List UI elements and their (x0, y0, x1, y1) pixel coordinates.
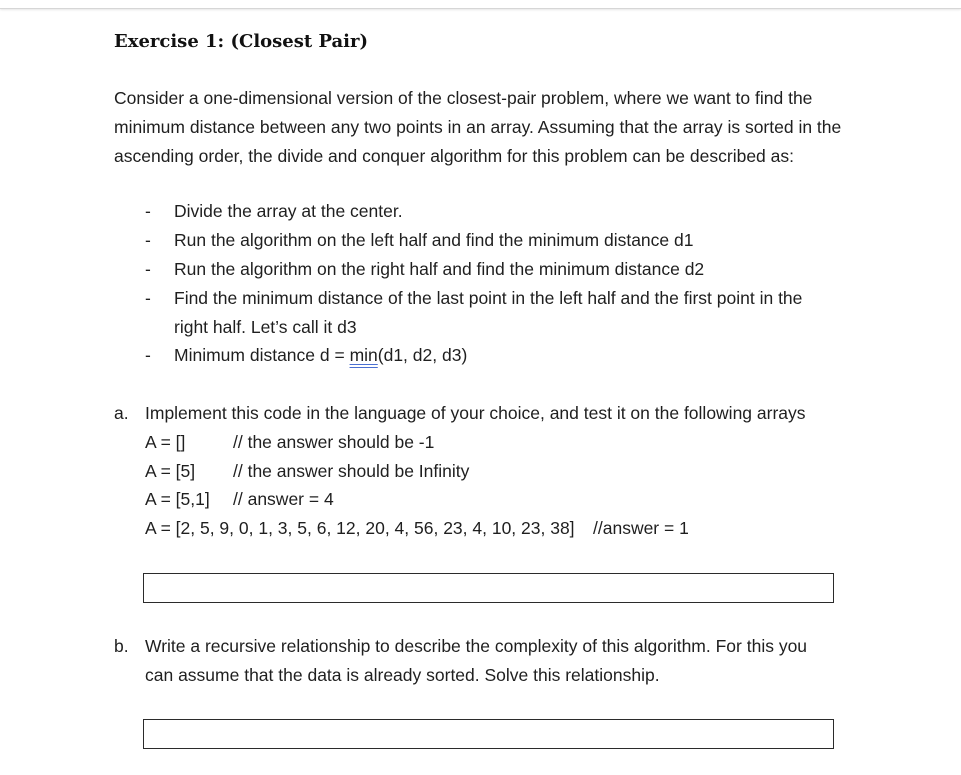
dash-marker: - (145, 201, 151, 221)
min-function: min (349, 345, 378, 365)
page-top-edge (0, 0, 961, 9)
step-item-continuation: right half. Let’s call it d3 (174, 317, 357, 337)
dash-marker: - (145, 230, 151, 250)
test-array: A = [5,1] (145, 489, 210, 509)
step-item-min (174, 345, 467, 366)
test-array: A = [] (145, 432, 186, 452)
step-item: Divide the array at the center. (174, 201, 403, 221)
test-comment: //answer = 1 (593, 518, 689, 538)
part-a-marker: a. (114, 403, 129, 423)
min-prefix: Minimum distance d = (174, 345, 350, 365)
exercise-title: Exercise 1: (Closest Pair) (114, 31, 369, 52)
part-b-answer-box[interactable] (143, 719, 834, 749)
step-item: Run the algorithm on the left half and find the minimum distance d1 (174, 230, 694, 250)
dash-marker: - (145, 259, 151, 279)
test-array: A = [2, 5, 9, 0, 1, 3, 5, 6, 12, 20, 4, 56, 23, 4, 10, 23, 38] (145, 518, 575, 538)
test-comment: // answer = 4 (233, 489, 334, 509)
part-a-question: Implement this code in the language of your choice, and test it on the following arrays (145, 403, 806, 423)
part-b-marker: b. (114, 636, 129, 656)
part-b-question-line1: Write a recursive relationship to describe the complexity of this algorithm. For this you (145, 636, 808, 656)
intro-paragraph: Consider a one-dimensional version of the closest-pair problem, where we want to find the minimum distance between any two points in an array. Assuming that the array is sorted in the ascending order, the divide and conquer algorithm for this problem can be described as: (114, 88, 842, 166)
test-array: A = [5] (145, 461, 196, 481)
step-item: Find the minimum distance of the last point in the left half and the first point in the (174, 288, 803, 308)
test-comment: // the answer should be Infinity (233, 461, 470, 481)
part-b-question-line2: can assume that the data is already sorted. Solve this relationship. (145, 665, 660, 685)
dash-marker: - (145, 288, 151, 308)
part-a-answer-box[interactable] (143, 573, 834, 603)
min-suffix: (d1, d2, d3) (377, 345, 468, 365)
test-comment: // the answer should be -1 (233, 432, 435, 452)
dash-marker: - (145, 345, 151, 365)
step-item: Run the algorithm on the right half and find the minimum distance d2 (174, 259, 705, 279)
